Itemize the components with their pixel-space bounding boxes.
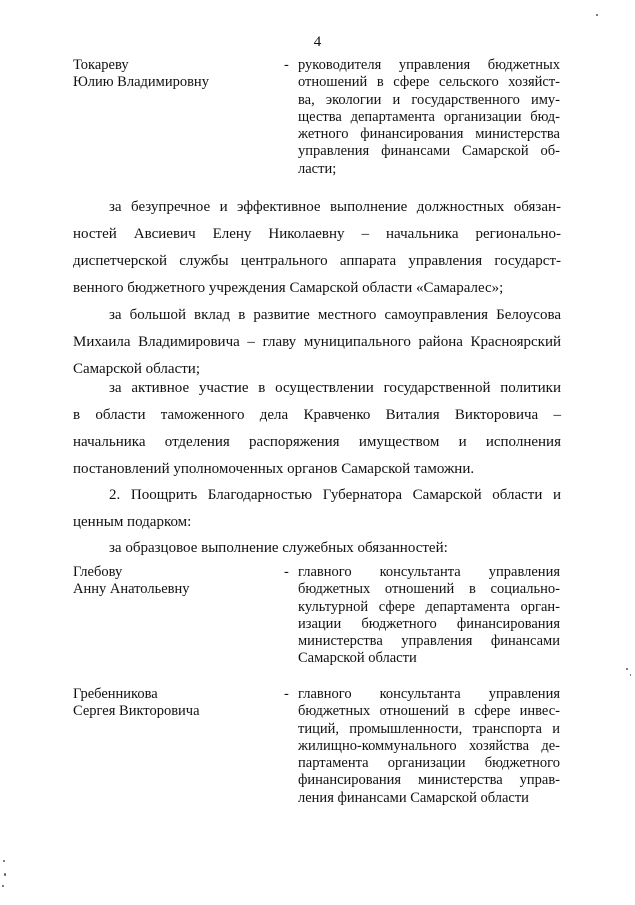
page-number: 4: [313, 34, 322, 50]
paragraph-avsievich: за безупречное и эффективное выполнение должностных обязан- ностей Авсиевич Елену Николаевну – начальника регионально- диспетчерской службы центрального аппарата управления государст- венного бюджетного учреждения Самарской области «Самаралес»;: [73, 199, 561, 296]
scan-speck: [596, 14, 598, 16]
person-name: Токареву Юлию Владимировну: [73, 57, 209, 90]
person-name: Гребенникова Сергея Викторовича: [73, 686, 200, 719]
paragraph-item-2: 2. Поощрить Благодарностью Губернатора Самарской области и ценным подарком:: [73, 487, 561, 530]
paragraph-belousov: за большой вклад в развитие местного самоуправления Белоусова Михаила Владимировича – главу муниципального района Красноярский Самарской области;: [73, 307, 561, 377]
paragraph-service-duties: за образцовое выполнение служебных обязанностей:: [109, 540, 448, 556]
position-description: главного консультанта управления бюджетных отношений в сфере инвес- тиций, промышленности, транспорта и жилищно-коммунального хозяйства де- партамента организации бюджетного финансирования министерства управ- ления финансами Самарской области: [298, 686, 560, 806]
position-description: руководителя управления бюджетных отношений в сфере сельского хозяйст- ва, экологии и государственного иму- щества департамента организации бюд- жетного финансирования министерства управления финансами Самарской об- ласти;: [298, 57, 560, 177]
scan-speck: [626, 668, 628, 670]
person-name: Глебову Анну Анатольевну: [73, 564, 190, 597]
scan-speck: [630, 674, 631, 676]
dash-separator: -: [284, 564, 289, 580]
scan-speck: [2, 885, 4, 887]
dash-separator: -: [284, 57, 289, 73]
dash-separator: -: [284, 686, 289, 702]
scan-speck: [4, 873, 6, 876]
position-description: главного консультанта управления бюджетных отношений в социально- культурной сфере департамента орган- изации бюджетного финансирования министерства управления финансами Самарской области: [298, 564, 560, 667]
paragraph-kravchenko: за активное участие в осуществлении государственной политики в области таможенного дела Кравченко Виталия Викторовича – начальника отделения распоряжения имуществом и исполнения постановлений уполномоченных органов Самарской таможни.: [73, 380, 561, 477]
scan-speck: [3, 860, 5, 862]
